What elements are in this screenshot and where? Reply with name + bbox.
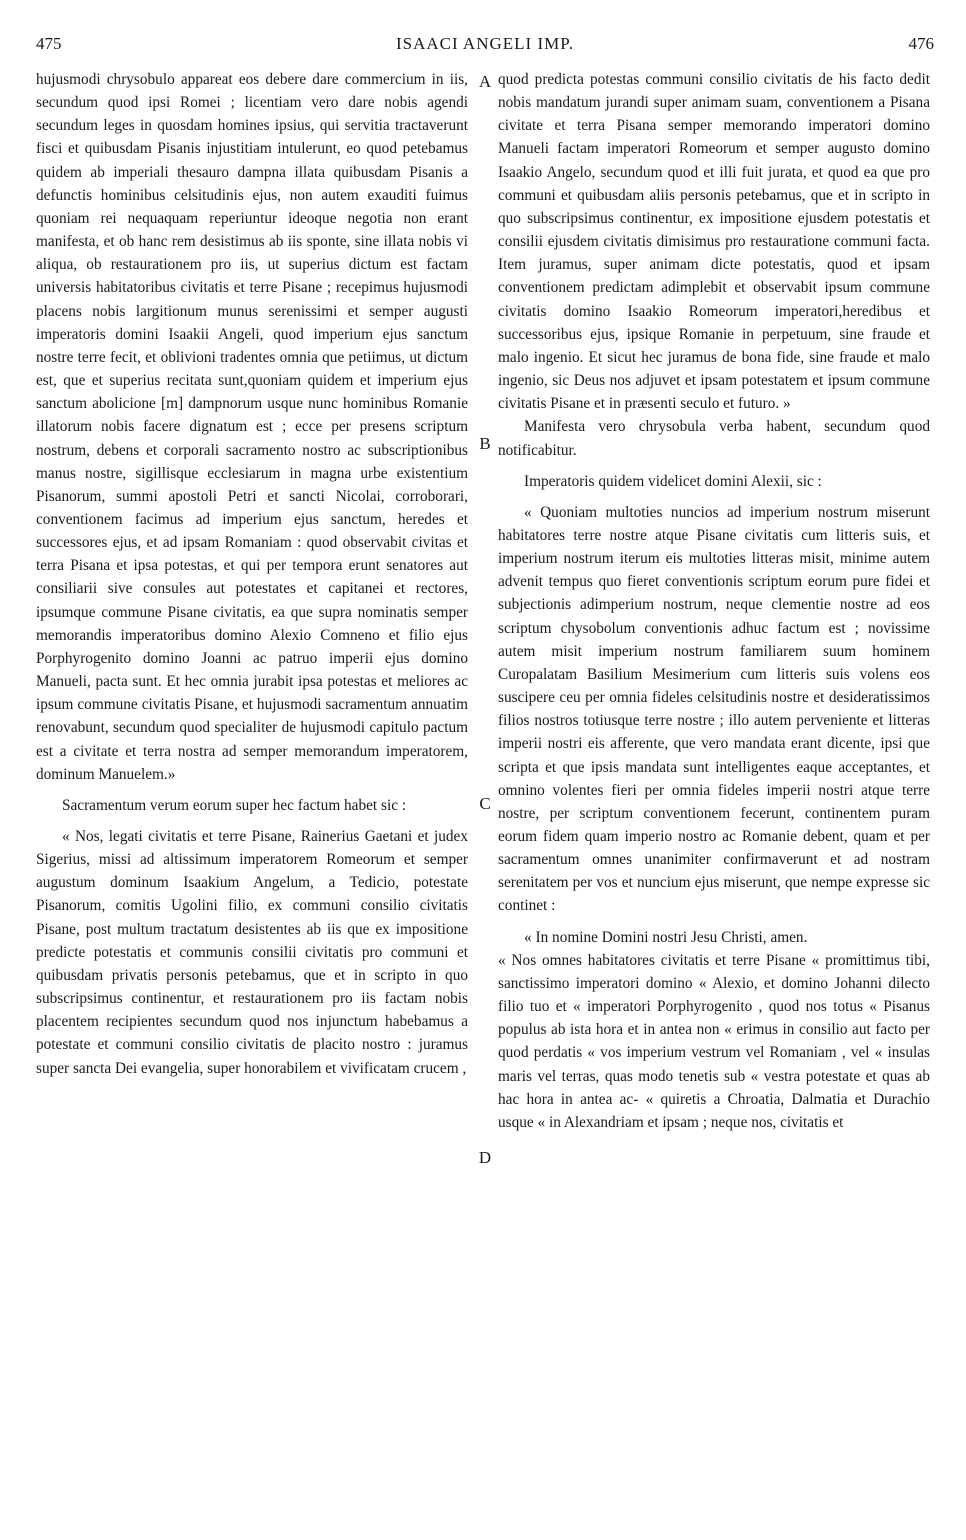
left-column	[36, 68, 468, 1080]
paragraph: « Nos omnes habitatores civitatis et terre Pisane « promittimus tibi, sanctissimo imperatori domino « Alexio, et domino Johanni dilecto filio tuo et « imperatori Porphyrogenito , quod nos totus « Pisanus populus ab ista hora et in antea non « erimus in consilio aut facto per quod perdatis « vos imperium vestrum vel Romaniam , vel « insulas maris vel terras, quas modo tenetis sub « vestra potestate et quas ab hac hora in antea ac- « quiretis a Chroatia, Dalmatia et Durachio usque « in Alexandriam et ipsam ; neque nos, civitatis et	[498, 951, 930, 1131]
margin-marker-b: B	[479, 434, 491, 453]
paragraph: « Quoniam multoties nuncios ad imperium nostrum miserunt habitatores terre nostre atque Pisane civitatis cum litteris suis, et imperium nostrum iterum eis multoties litteras misit, minime autem advenit tempus quo fieret conventionis scriptum eorum pure fidei et subjectionis adimperium nostrum, neque clementie nostre ad eos scriptum chysobolum conventionis adhuc factum est ; novissime autem misit imperium nostrum familiarem suum hominem Curopalatam Basilium Mesimerium cum litteris suis volens eos suscipere ceu per omnia fideles celsitudinis nostre et desideratissimos filios nostros totiusque terre nostre ; illo autem perveniente et litteras imperii nostri eis afferente, que vero mandata erant dicente, ipsi que scripta et que ipsis mandata sunt intelligentes eaque acceptantes, et omnino volentes fieri per omnia fideles imperii nostri atque terre nostre, per scriptum conventionem fecerunt, continentem puram eorum fidem quam imperio nostro ac Romanie debent, quam et per sacramentum omnes unanimiter confirmaverunt et ad nostram serenitatem per vos et nuncium ejus miserunt, que nempe expresse sic continet :	[498, 503, 930, 915]
right-column	[498, 68, 930, 1134]
paragraph: « Nos, legati civitatis et terre Pisane, Rainerius Gaetani et judex Sigerius, missi ad altissimum imperatorem Romeorum et semper augustum dominum Isaakium Angelum, a Tedicio, potestate Pisanorum, comitis Ugolini filio, ex communi consilio civitatis Pisane, post multum tractatum desistentes ab iis que ex impositione predicte potestatis et communis consilii civitatis pro communi et quibusdam privatis personis petebamus, que et in scripto in quo subscripsimus continentur, et restaurationem pro iis factam nobis placentem recipientes secundum quod nos injunctum habebamus a potestate et communi consilio civitatis de placito nostro : juramus super sancta Dei evangelia, super honorabilem et vivificatam crucem ,	[36, 828, 468, 1077]
page-number-left: 475	[36, 34, 62, 53]
paragraph: « In nomine Domini nostri Jesu Christi, amen.	[524, 928, 808, 946]
margin-marker-c: C	[479, 794, 491, 813]
paragraph: Sacramentum verum eorum super hec factum habet sic :	[62, 796, 407, 814]
running-title: ISAACI ANGELI IMP.	[395, 34, 575, 53]
paragraph: hujusmodi chrysobulo appareat eos debere dare commercium in iis, secundum quod ipsi Romei ; licentiam vero dare nobis agendi secundum leges in quosdam homines ipsius, qui servitia tractaverunt fisci et quibusdam Pisanis injustitiam intulerunt, eo quod petebamus quidem ab imperiali thesauro dampna illata quibusdam Pisanis a defunctis hominibus celsitudinis ejus, non autem exauditi fuimus quoniam rei nequaquam reperiuntur ideoque negotia non erant manifesta, et ob hanc rem desistimus ab iis sponte, sine illata nobis vi aliqua, ob restaurationem pro iis, ut superius dictum est factam universis habitatoribus civitatis et terre Pisane ; recepimus hujusmodi placens nobis largitionum munus serenissimi et semper augusti imperatoris domini Isaakii Angeli, quod imperium ejus sanctum nostre terre fecit, et oblivioni tradentes omnia que petiimus, ut dictum est, que et superius recitata sunt,quoniam quidem et imperium ejus sanctum abolicione [m] dampnorum usque nunc hominibus Romanie illatorum nobis facere dignatum est ; ecce per presens scriptum nostrum, debens et corporali sacramento nostro ac subscriptionibus manus nostre, sigillisque ecclesiarum in magna urbe existentium Pisanorum, summi apostoli Petri et sancti Nicolai, corroborari, conventionem facimus ad imperium ejus sanctum, heredes et successores ejus, et ad ipsam Romaniam : quod observabit civitas et terra Pisana et ipsa potestas, et qui per tempora erunt senatores aut consiliarii sive consules aut potestates et capitanei et rectores, ipsumque commune Pisane civitatis, ea que supra nominatis semper memorandis imperatoribus domino Alexio Comneno et filio ejus Porphyrogenito domino Joanni ac patruo imperii ejus domino Manueli, pacta sunt. Et hec omnia jurabit ipsa potestas et meliores ac ipsum commune civitatis Pisane, et hujusmodi sacramentum annuatim renovabunt, secundum quod specialiter de hujusmodi capitulo pactum est a civitate et terra nostra ad semper memorandum imperatorem, dominum Manuelem.»	[36, 71, 468, 783]
margin-marker-d: D	[478, 1148, 492, 1167]
margin-marker-a: A	[478, 72, 492, 91]
page-header	[36, 34, 934, 58]
paragraph: quod predicta potestas communi consilio civitatis de his facto dedit nobis mandatum jurandi super animam suam, conventionem a Pisana civitate et terra Pisana semper memorando imperatori domino Manueli factam imperatori Romeorum et semper augusto domino Isaakio Angelo, secundum quod et illi fuit jurata, et quod ea que pro communi et quibusdam aliis personis petebamus, que et in scripto in quo subscripsimus continentur, ex impositione ejusdem potestatis et consilii ejusdem civitatis dimisimus pro restauratione communi facta. Item juramus, super animam dicte potestatis, quod et ipsam conventionem predictam adimplebit et observabit ipsum commune civitatis domino Isaakio Romeorum imperatori,heredibus et successoribus ejus, ipsique Romanie in perpetuum, sine fraude et malo ingenio. Et sicut hec juramus de bona fide, sine fraude et malo ingenio, sic Deus nos adjuvet et ipsam potestatem et ipsum commune civitatis Pisane et in præsenti seculo et futuro. »	[498, 71, 930, 413]
page-number-right: 476	[908, 34, 934, 53]
paragraph: Imperatoris quidem videlicet domini Alexii, sic :	[524, 472, 822, 490]
paragraph: Manifesta vero chrysobula verba habent, secundum quod notificabitur.	[498, 418, 930, 459]
